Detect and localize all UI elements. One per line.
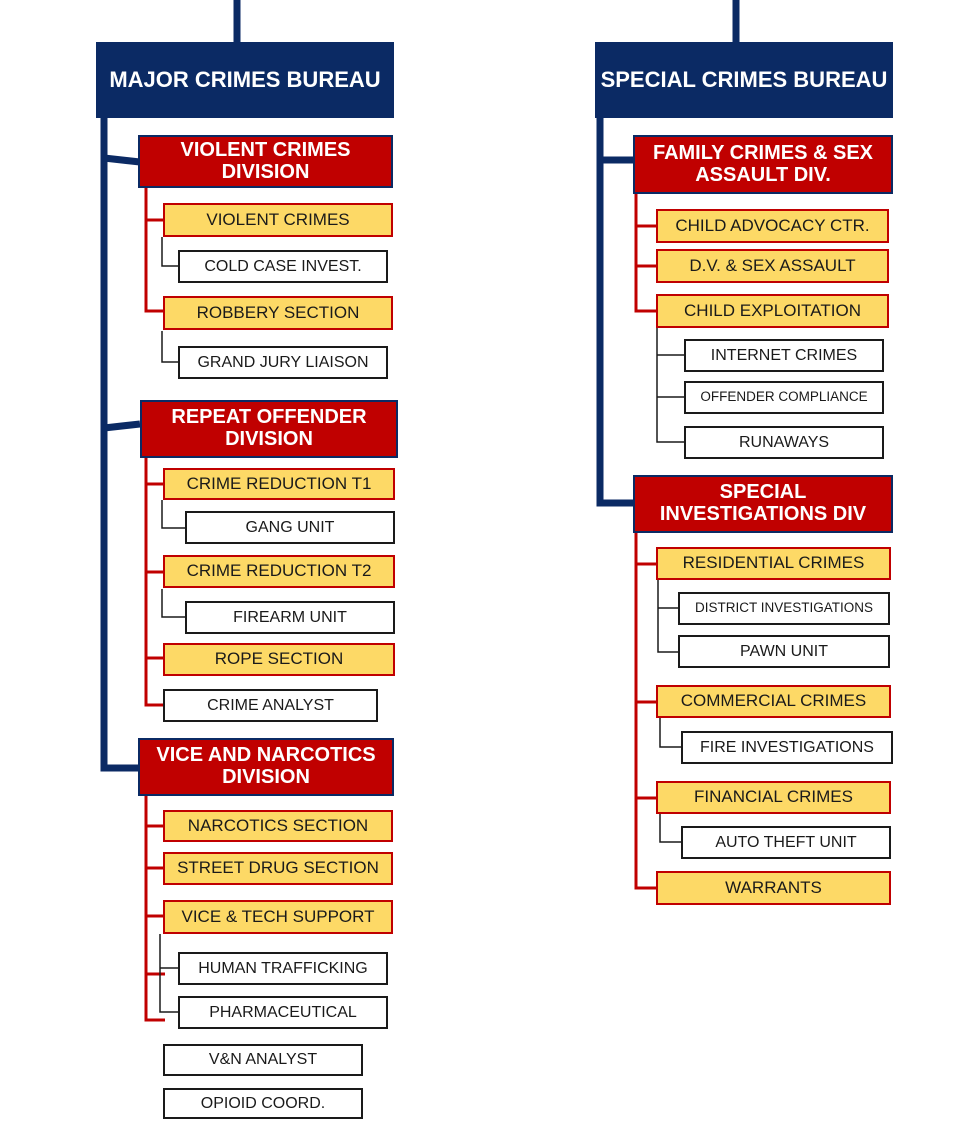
violent-crimes-section	[163, 203, 393, 237]
major-crimes-bureau-label: MAJOR CRIMES BUREAU	[109, 67, 381, 93]
human-trafficking-unit	[178, 952, 388, 985]
street-drug-section	[163, 852, 393, 885]
warrants-section-label: WARRANTS	[725, 877, 822, 897]
crime-analyst-unit-label: CRIME ANALYST	[207, 696, 334, 714]
warrants-section	[656, 871, 891, 905]
cold-case-unit-label: COLD CASE INVEST.	[204, 257, 362, 275]
crime-reduction-t2-label: CRIME REDUCTION T2	[186, 561, 372, 581]
family-crimes-division	[633, 135, 893, 194]
vn-analyst-unit	[163, 1044, 363, 1076]
child-advocacy-section	[656, 209, 889, 243]
repeat-offender-division	[140, 400, 398, 458]
opioid-coord-unit	[163, 1088, 363, 1119]
rope-section-label: ROPE SECTION	[214, 649, 344, 669]
child-exploitation-section	[656, 294, 889, 328]
grand-jury-unit	[178, 346, 388, 379]
special-investigations-division-label: SPECIAL INVESTIGATIONS DIV	[659, 481, 867, 525]
violent-crimes-section-label: VIOLENT CRIMES	[206, 209, 350, 229]
internet-crimes-unit-label: INTERNET CRIMES	[710, 346, 858, 364]
robbery-section	[163, 296, 393, 330]
district-investigations-unit	[678, 592, 890, 625]
financial-crimes-section-label: FINANCIAL CRIMES	[693, 787, 853, 807]
runaways-unit-label: RUNAWAYS	[738, 433, 830, 451]
violent-crimes-division-label: VIOLENT CRIMES DIVISION	[180, 138, 351, 183]
vice-tech-section	[163, 900, 393, 934]
gang-unit	[185, 511, 395, 544]
pawn-unit	[678, 635, 890, 668]
narcotics-section-label: NARCOTICS SECTION	[187, 815, 369, 835]
narcotics-section	[163, 810, 393, 842]
human-trafficking-unit-label: HUMAN TRAFFICKING	[198, 959, 368, 977]
special-crimes-bureau	[595, 42, 893, 118]
child-exploitation-section-label: CHILD EXPLOITATION	[684, 300, 861, 320]
crime-reduction-t1-section	[163, 468, 395, 500]
pawn-unit-label: PAWN UNIT	[740, 642, 828, 660]
family-crimes-division-label: FAMILY CRIMES & SEX ASSAULT DIV.	[652, 141, 874, 186]
grand-jury-unit-label: GRAND JURY LIAISON	[197, 353, 369, 371]
child-advocacy-section-label: CHILD ADVOCACY CTR.	[675, 215, 870, 235]
robbery-section-label: ROBBERY SECTION	[196, 302, 360, 322]
dv-sex-assault-section	[656, 249, 889, 283]
fire-investigations-unit	[681, 731, 893, 764]
violent-crimes-division	[138, 135, 393, 188]
vice-tech-section-label: VICE & TECH SUPPORT	[181, 906, 375, 926]
vice-narcotics-division-label: VICE AND NARCOTICS DIVISION	[156, 744, 376, 788]
crime-analyst-unit	[163, 689, 378, 722]
special-crimes-bureau-label: SPECIAL CRIMES BUREAU	[600, 67, 888, 93]
internet-crimes-unit	[684, 339, 884, 372]
major-crimes-bureau	[96, 42, 394, 118]
vice-narcotics-division	[138, 738, 394, 796]
runaways-unit	[684, 426, 884, 459]
district-investigations-unit-label: DISTRICT INVESTIGATIONS	[694, 600, 874, 616]
cold-case-unit	[178, 250, 388, 283]
commercial-crimes-section-label: COMMERCIAL CRIMES	[680, 691, 867, 711]
commercial-crimes-section	[656, 685, 891, 718]
crime-reduction-t2-section	[163, 555, 395, 588]
vn-analyst-unit-label: V&N ANALYST	[208, 1051, 318, 1069]
pharmaceutical-unit	[178, 996, 388, 1029]
firearm-unit	[185, 601, 395, 634]
financial-crimes-section	[656, 781, 891, 814]
residential-crimes-section-label: RESIDENTIAL CRIMES	[682, 553, 865, 573]
opioid-coord-unit-label: OPIOID COORD.	[200, 1094, 326, 1112]
crime-reduction-t1-label: CRIME REDUCTION T1	[186, 473, 372, 493]
dv-sex-assault-section-label: D.V. & SEX ASSAULT	[689, 255, 856, 275]
firearm-unit-label: FIREARM UNIT	[233, 608, 347, 626]
pharmaceutical-unit-label: PHARMACEUTICAL	[209, 1003, 357, 1021]
rope-section	[163, 643, 395, 676]
offender-compliance-unit	[684, 381, 884, 414]
street-drug-section-label: STREET DRUG SECTION	[177, 858, 379, 878]
repeat-offender-division-label: REPEAT OFFENDER DIVISION	[171, 406, 367, 450]
auto-theft-unit	[681, 826, 891, 859]
special-investigations-division	[633, 475, 893, 533]
fire-investigations-unit-label: FIRE INVESTIGATIONS	[700, 738, 874, 756]
auto-theft-unit-label: AUTO THEFT UNIT	[715, 833, 857, 851]
gang-unit-label: GANG UNIT	[245, 518, 335, 536]
residential-crimes-section	[656, 547, 891, 580]
offender-compliance-unit-label: OFFENDER COMPLIANCE	[700, 389, 868, 405]
